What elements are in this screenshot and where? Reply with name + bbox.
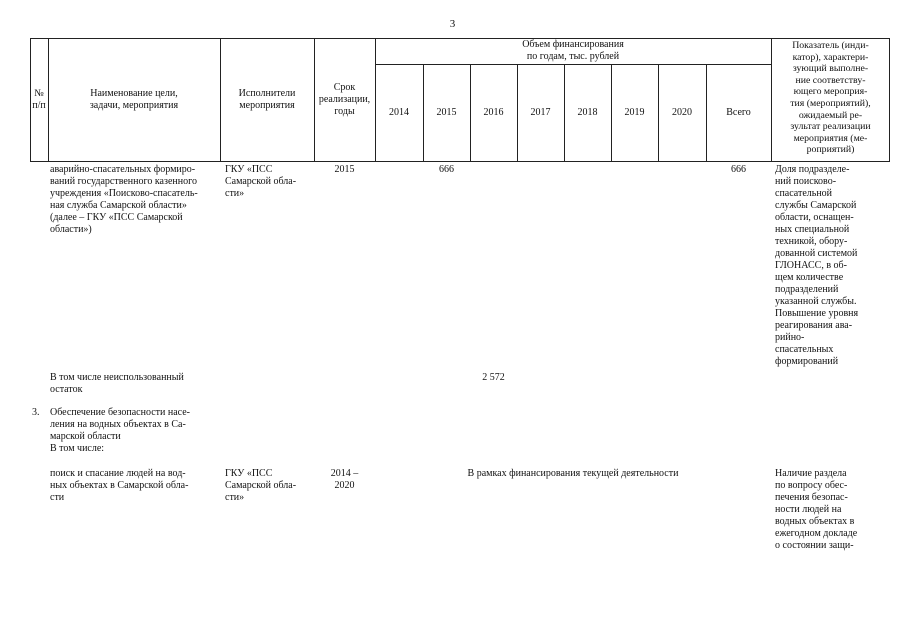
page-number: 3 (449, 18, 456, 30)
header-year-2017: 2017 (530, 107, 551, 118)
row4-indicator: Наличие раздела по вопросу обес- печения безопас- ности людей на водных объектах в ежегодном докладе о состоянии защи- (775, 468, 858, 551)
row4-funding-note: В рамках финансирования текущей деятельности (467, 468, 679, 479)
header-year-2015: 2015 (436, 107, 457, 118)
row1-term: 2015 (334, 164, 355, 175)
header-executors: Исполнители мероприятия (238, 88, 296, 111)
header-indicator: Показатель (инди- катор), характери- зующий выполне- ние соответству- ющего мероприя- тия (мероприятий), ожидаемый ре- зультат реализации мероприятия (ме- роприятий) (790, 40, 871, 156)
header-total: Всего (726, 107, 751, 118)
row2-name: В том числе неиспользованный остаток (50, 372, 184, 395)
row3-num: 3. (32, 407, 40, 418)
row1-total: 666 (731, 164, 746, 175)
row1-executor: ГКУ «ПСС Самарской обла- сти» (225, 164, 297, 199)
header-num: № п/п (32, 88, 46, 111)
header-year-2020: 2020 (672, 107, 692, 118)
row4-name: поиск и спасание людей на вод- ных объектах в Самарской обла- сти (50, 468, 189, 503)
row1-name: аварийно-спасательных формиро- ваний государственного казенного учреждения «Поисково-спасатель- ная служба Самарской области» (далее – ГКУ «ПСС Самарской области») (50, 164, 198, 235)
row4-term: 2014 – 2020 (330, 468, 359, 491)
header-year-2014: 2014 (389, 107, 409, 118)
header-name: Наименование цели, задачи, мероприятия (89, 88, 179, 111)
row2-value-2016: 2 572 (482, 372, 505, 383)
header-year-2018: 2018 (577, 107, 598, 118)
row1-indicator: Доля подразделе- ний поисково- спасательной службы Самарской области, оснащен- ных специальной техникой, обору- дованной системой ГЛОНАСС, в об- щем количестве подразделений указанной службы. Повышение уровня реагирования ава- рийно- спасательных формирований (775, 164, 859, 367)
header-year-2016: 2016 (483, 107, 504, 118)
header-funding-title: Объем финансирования по годам, тыс. рублей (522, 39, 624, 62)
header-year-2019: 2019 (624, 107, 645, 118)
row1-value-2015: 666 (439, 164, 454, 175)
header-term: Срок реализации, годы (318, 82, 371, 117)
row3-name: Обеспечение безопасности насе- ления на водных объектах в Са- марской области В том числе: (50, 407, 190, 454)
row4-executor: ГКУ «ПСС Самарской обла- сти» (225, 468, 297, 503)
